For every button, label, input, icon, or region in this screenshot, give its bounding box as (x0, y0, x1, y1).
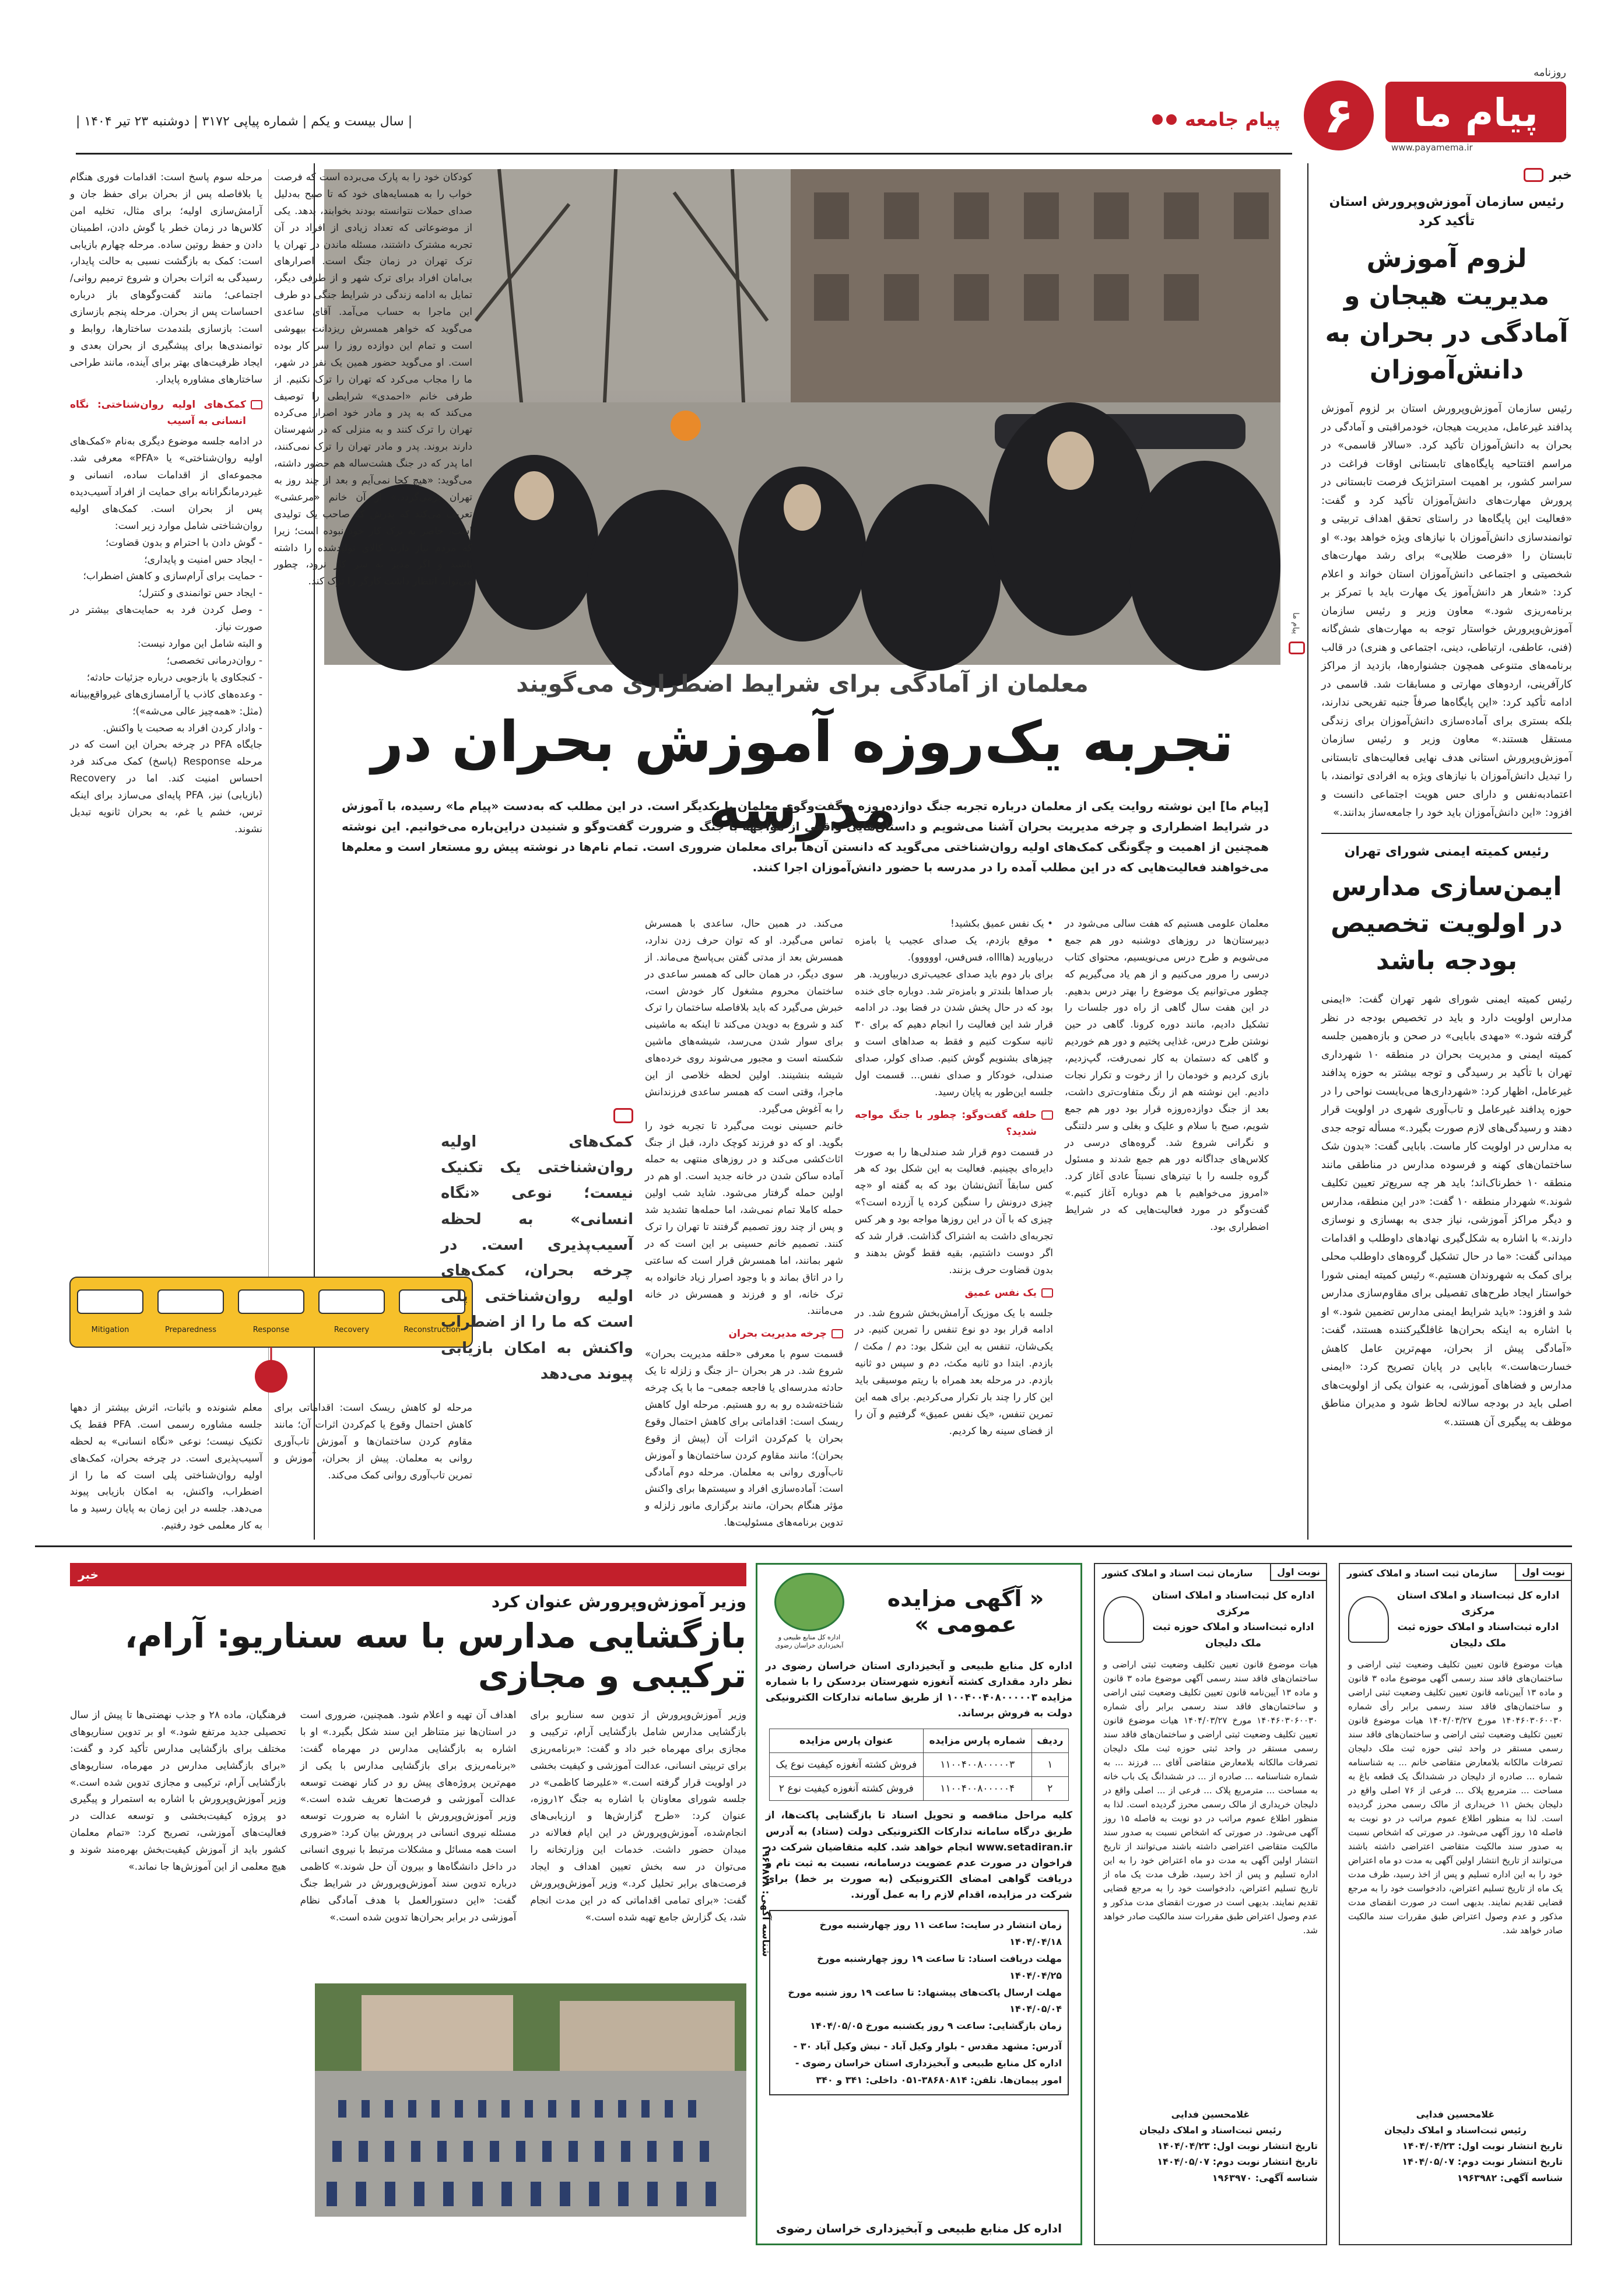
deed1-dept: اداره کل ثبت‌اسناد و املاک استان مرکزی (1397, 1590, 1560, 1618)
crisis-cycle-diagram (70, 1277, 472, 1394)
bottom-story (70, 1563, 746, 2245)
page-number: ۶ (1324, 87, 1354, 144)
deed1-date1: تاریخ انتشار نوبت اول: ۱۴۰۴/۰۴/۲۳ (1402, 2140, 1563, 2152)
deed1-notice-id: شناسه آگهی: ۱۹۶۳۹۸۲ (1457, 2172, 1563, 2183)
cycle-stage-label: Mitigation (91, 1326, 129, 1334)
table-row (770, 1777, 1069, 1801)
table-header: عنوان پارس مزایده (770, 1729, 924, 1753)
pull-quote (441, 1108, 633, 1387)
story2-title: ایمن‌سازی مدارس در اولویت تخصیص بودجه باشد (1331, 871, 1563, 976)
pull-quote-text: کمک‌های اولیه روان‌شناختی یک تکنیک نیست؛ نوعی «نگاه انسانی» به لحظه آسیب‌پذیری است. در چرخه بحران، کمک‌های اولیه روان‌شناختی پلی است که ما را از اضطراب واکنش به امکان بازیابی پیوند می‌دهد (441, 1133, 633, 1383)
table-cell: ۱۱۰۰۴۰۰۸۰۰۰۰۰۳ (923, 1753, 1031, 1777)
table-cell: ۲ (1031, 1777, 1068, 1801)
story2-kicker: رئیس کمیته ایمنی شورای تهران (1344, 844, 1549, 859)
sidebar-story-2 (1321, 844, 1572, 1431)
auction-date: مهلت ارسال پاکت‌های پیشنهاد: تا ساعت ۱۹ روز شنبه مورخ ۱۴۰۴/۰۵/۰۴ (788, 1986, 1062, 2015)
logo-mark (1385, 82, 1566, 152)
subhead-icon (831, 1329, 843, 1338)
sidebar-rule (1307, 163, 1308, 1540)
col3-head: چرخه مدیریت بحران (728, 1328, 827, 1340)
deed2-badge: نوبت اول (1270, 1564, 1326, 1581)
news-label: خبر (1549, 167, 1572, 183)
cycle-stage-box (319, 1290, 384, 1313)
table-row (770, 1753, 1069, 1777)
col5-c-text: معلم شنونده و باثبات، اثرش بیشتر از دهها جلسه مشاوره رسمی است. PFA فقط یک تکنیک نیست؛ نوعی «نگاه انسانی» به لحظه آسیب‌پذیری است. در چرخه بحران، کمک‌های اولیه روان‌شناختی پلی است که ما را از اضطراب، واکنش، به امکان بازیابی پیوند می‌دهد. جلسه در این زمان به پایان رسید و ما به کار معلمی خود رفتیم. (70, 1402, 262, 1532)
col1-text: معلمان علومی هستیم که هفت سالی می‌شود در دبیرستان‌ها در روزهای دوشنبه دور هم جمع می‌شویم و طرح درس می‌نویسیم، محتوای کتاب درسی را مرور می‌کنیم و از هم یاد می‌گیریم که چطور می‌توانیم یک موضوع را بهتر درس بدهیم. در این هفت سال گاهی از راه دور جلسات را تشکیل دادیم، مانند دوره کرونا. گاهی در حین نوشتن طرح درس، غذایی پختیم و دور هم خوردیم و گاهی که دستمان به کار نمی‌رفت، گپ‌زدیم، بازی کردیم و خودمان را از رخوت و تکرار نجات دادیم. این نوشته هم از رنگ متفاوت‌تری داشت، بعد از جنگ دوازده‌روزه قرار بود دور هم جمع شویم، صبح با سلام و علیک و بغلی و سر دلتنگی و نگرانی شروع شد. گروه‌های درسی در کلاس‌های جداگانه دور هم جمع شدند و مسئول گروه جلسه را با تیترهای نسبتاً عادی آغاز کرد. «امروز می‌خواهیم با هم دوباره آغاز کنیم.» گفت‌وگو در مورد فعالیت‌هایی که در شرایط اضطراری بود. (1065, 918, 1269, 1233)
emblem-caption: اداره کل منابع طبیعی و آبخیزداری خراسان رضوی (775, 1634, 844, 1650)
auction-date: مهلت دریافت اسناد: تا ساعت ۱۹ روز چهارشنبه مورخ ۱۴۰۴/۰۴/۲۵ (817, 1953, 1062, 1981)
deed1-date2: تاریخ انتشار نوبت دوم: ۱۴۰۴/۰۵/۰۷ (1402, 2156, 1563, 2168)
table-cell: فروش کشته آنغوزه کیفیت نوع ۲ (770, 1777, 924, 1801)
story1-kicker: رئیس سازمان آموزش‌وپرورش استان‌ تأکید کرد (1329, 195, 1564, 229)
main-title: تجربه یک‌روزه آموزش بحران در مدرسه (371, 709, 1234, 842)
deed2-org: سازمان ثبت اسناد و املاک کشور (1102, 1568, 1253, 1579)
section-label (1152, 108, 1280, 131)
cycle-stage-label: Recovery (334, 1326, 370, 1334)
bottom-news-label: خبر (78, 1568, 99, 1582)
table-header-row (770, 1729, 1069, 1753)
col3-b-text: قسمت سوم با معرفی «حلقه مدیریت بحران» شروع شد. در هر بحران –از جنگ و زلزله تا یک حادثه مدرسه‌ای یا فاجعه جمعی– ما با یک چرخه شناخته‌شده رو به رو هستیم. مرحله اول کاهش ریسک است: اقداماتی برای کاهش احتمال وقوع بحران یا کم‌کردن اثرات آن (پیش از وقوع بحران)؛ مانند مقاوم کردن ساختمان‌ها و آموزش تاب‌آوری روانی به معلمان. مرحله دوم آمادگی است: آماده‌سازی افراد و سیستم‌ها برای واکنش مؤثر هنگام بحران، مانند برگزاری مانور زلزله و تدوین برنامه‌های مسئولیت‌ها. (645, 1348, 843, 1529)
deed2-date1: تاریخ انتشار نوبت اول: ۱۴۰۴/۰۴/۲۳ (1157, 2140, 1318, 2152)
site-url[interactable]: www.payamema.ir (1391, 142, 1473, 153)
section-arrows (1152, 114, 1177, 125)
cycle-stage-box (158, 1290, 223, 1313)
table-cell: فروش کشته آنغوزه کیفیت نوع یک (770, 1753, 924, 1777)
sidebar-news-label (1321, 163, 1572, 187)
deed1-signer: غلامحسین فدایی (1416, 2108, 1495, 2120)
col5-text: مرحله سوم پاسخ است: اقدامات فوری هنگام یا بلافاصله پس از بحران برای حفظ جان و آرامش‌سازی اولیه؛ برای مثال، تخلیه امن کلاس‌ها در زمان خطر یا گوش دادن، اطمینان دادن و حفظ روتین ساده. مرحله چهارم بازیابی است: کمک به بازگشت نسبی به حالت پایدار، رسیدگی به اثرات بحران و شروع ترمیم روانی/اجتماعی؛ مانند گفت‌وگوهای باز درباره احساسات پس از بحران. مرحله پنجم بازسازی است: بازسازی بلندمدت ساختارها، روابط و توانمندی‌ها برای پیشگیری از بحران بعدی و ایجاد ظرفیت‌های بهتر برای آینده، مانند طراحی ساختارهای مشاوره پایدار. (70, 171, 262, 385)
bottom-news-tab (70, 1563, 746, 1586)
cycle-stage-box (78, 1290, 143, 1313)
section-name: پیام جامعه (1184, 108, 1280, 131)
col4-text: کودکان خود را به پارک می‌برده است که فرصت خواب را به همسایه‌های خود که تا صبح به‌دلیل صدای حملات نتوانسته بودند بخوابند، بدهد. یکی از موضوعاتی که تعداد زیادی از افراد در آن تجربه مشترک داشتند، مسئله ماندن در تهران یا ترک تهران در زمان جنگ است. اصرارهای بی‌امان افراد برای ترک شهر و از طرفی دیگر، تمایل به ادامه زندگی در شرایط جنگی دو طرف این ماجرا به حساب می‌آمد. آقای ساعدی می‌گوید که خواهر همسرش ریزدانت بیهوشی است و تمام این دوازده روز را سر کار بوده است. او می‌گوید حضور همین یک نفر در شهر، ما را مجاب می‌کرد که تهران را ترک نکنیم. از طرفی خانم «احمدی» شرایطی را توصیف می‌کند که به پدر و مادر خود اصرار می‌کرده تهران را ترک کنند و به منزلی که در شهرستان دارند بروند. پدر و مادر تهران را ترک نمی‌کنند، اما پدر که در جنگ هشت‌ساله هم حضور داشته، می‌گوید: «هیچ کجا نمی‌آیم و بعد از چند روز به تهران برمی‌گردد.» از آن خانم «مرعشی» تعریف می‌کند که پدرش که صاحب یک تولیدی است، حاضر به ترک کار خود نبوده است؛ زیرا که مردم نیاز دارند کالای تولیدشده را داشته باشند و اگر مدیر به سر کار نرود، چطور می‌تواند انتظار داشت کارگر را ترک کند. (274, 171, 472, 588)
sidebar-divider (1321, 833, 1572, 834)
col2-b-text: در قسمت دوم قرار شد صندلی‌ها را به صورت دایره‌ای بچینیم. فعالیت به این شکل بود که هر کس سابقاً آتش‌نشان بود که به گفته او «چه چیزی درونش را سنگین کرده یا آزرده است؟» چیزی که با آن در این روزها مواجه بود و هر کس تجربه‌ای داشت به اشتراک گذاشت. قرار شد که اگر دوست داشتیم، بقیه فقط گوش بدهند و بدون قضاوت حرف بزنند. (855, 1146, 1053, 1276)
sidebar-story-1 (1321, 192, 1572, 822)
subhead-icon (1041, 1288, 1053, 1298)
col3-text: می‌کند. در همین حال، ساعدی با همسرش تماس می‌گیرد. او که توان حرف زدن ندارد، همسرش بعد از مدتی گفتن بی‌پاسخ می‌ماند. از سوی دیگر، در همان حالی که همسر ساعدی در ساختمان محروم مشغول کار خودش است، خبرش می‌گیرد که باید بلافاصله ساختمان را ترک کند و شروع به دویدن می‌کند تا اینکه به ماشینی برای سوار شدن می‌رسد، شیشه‌های ماشین شکسته است و مجبور می‌شوند روی خرده‌های شیشه بنشینند. اولین لحظه خلاصی از این ماجرا، وقتی است که همسر ساعدی فرزندانش را به آغوش می‌گیرد. خانم حسینی نوبت می‌گیرد تا تجربه خود را بگوید. او که دو فرزند کوچک دارد، قبل از جنگ اثاث‌کشی می‌کند و در روزهای منتهی به حمله آماده ساکن شدن در خانه جدید است. او هم در اولین حمله گرفتار می‌شود. شاید شب اولین حمله کاملا تمام نمی‌شد، اما حمله‌ها تشدید شد و پس از چند روز تصمیم گرفتند تا تهران را ترک کنند. تصمیم خانم حسینی بر این است که در شهر بمانند، اما همسرش قرار است که ساعتی را در اتاق بماند و با وجود اصرار زیاد خانواده به ترک خانه، او و فرزند و همسرش در خانه می‌مانند. (645, 918, 843, 1317)
col5-b-text: در ادامه جلسه موضوع دیگری به‌نام «کمک‌های اولیه روان‌شناختی» یا «PFA» معرفی شد. مجموعه‌ای از اقدامات ساده، انسانی و غیردرمانگرانانه برای حمایت از افراد آسیب‌دیده پس از بحران است. کمک‌های اولیه روان‌شناختی شامل موارد زیر است: - گوش دادن با احترام و بدون قضاوت؛ - ایجاد حس امنیت و پایداری؛ - حمایت برای آرام‌سازی و کاهش اضطراب؛ - ایجاد حس توانمندی و کنترل؛ - وصل کردن فرد به حمایت‌های بیشتر در صورت نیاز. و البته شامل این موارد نیست: - روان‌درمانی تخصصی؛ - کنجکاوی یا بازجویی درباره جزئیات حادثه؛ - وعده‌های کاذب یا آرامسازی‌های غیرواقع‌بینانه (مثل: «همه‌چیز عالی می‌شه»)؛ - وادار کردن افراد به صحبت یا واکنش. جایگاه PFA در چرخه بحران این است که در مرحله Response (پاسخ) کمک می‌کند فرد احساس امنیت کند. اما در Recovery (بازیابی) نیز، PFA پایه‌ای می‌سازد برای اینکه ترس، خشم یا غم، به بحران ثانویه تبدیل نشوند. (70, 436, 263, 835)
bottom-photo (315, 1983, 746, 2217)
cycle-stage-box (238, 1290, 304, 1313)
auction-side-id: شناسه آگهی: ۱۹۶۴۸۷۸ (760, 1845, 771, 1957)
deed1-badge: نوبت اول (1515, 1564, 1571, 1581)
col2-head1: حلقه گفت‌وگو: چطور با جنگ مواجه شدید؟ (855, 1109, 1037, 1138)
deed-ad-2 (1094, 1563, 1327, 2245)
deed2-office: اداره ثبت‌اسناد و املاک حوزه ثبت ملک دلیجان (1152, 1621, 1314, 1649)
photo-credit-icon (1289, 642, 1305, 654)
column-left-top (70, 169, 262, 1271)
subhead-icon (251, 400, 262, 409)
auction-ad (756, 1563, 1082, 2245)
table-header: ردیف (1031, 1729, 1068, 1753)
auction-address: آدرس: مشهد مقدس - بلوار وکیل آباد - نبش وکیل آباد ۳۰ - اداره کل منابع طبیعی و آبخیزداری استان خراسان رضوی - امور پیمان‌ها. تلفن: ۳۸۶۸۰۸۱۴-۰۵۱ داخلی: ۳۴۱ و ۳۴۰ (793, 2041, 1062, 2085)
bottom-divider (35, 1545, 1572, 1547)
deed1-body: هیات موضوع قانون تعیین تکلیف وضعیت ثبتی اراضی و ساختمان‌های فاقد سند رسمی آگهی موضوع ماده ۳ قانون و ماده ۱۳ آیین‌نامه قانون تعیین تکلیف وضعیت ثبتی اراضی و ساختمان‌های فاقد سند رسمی برابر رأی شماره ۱۴۰۴۶۰۳۰۶۰۰۳۰ مورخ ۱۴۰۴/۰۳/۲۷ هیات موضوع قانون تعیین تکلیف وضعیت ثبتی اراضی و ساختمان‌های فاقد سند رسمی مستقر در واحد ثبتی حوزه ثبت ملک دلیجان تصرفات مالکانه بلامعارض متقاضی خانم ... به شناسنامه شماره ... صادره از دلیجان در ششدانگ یک قطعه باغ به مساحت ... مترمربع پلاک ... فرعی از ۷۶ اصلی واقع در دلیجان بخش ۱۱ خریداری از مالک رسمی محرز گردیده است. لذا به منظور اطلاع عموم مراتب در دو نوبت به فاصله ۱۵ روز آگهی می‌شود. در صورتی که اشخاص نسبت به صدور سند مالکیت متقاضی اعتراضی داشته باشند می‌توانند از تاریخ انتشار اولین آگهی به مدت دو ماه اعتراض خود را به این اداره تسلیم و پس از اخذ رسید، ظرف مدت یک ماه از تاریخ تسلیم اعتراض، دادخواست خود را به مرجع قضایی تقدیم نمایند. بدیهی است در صورت انقضای مدت مذکور و عدم وصول اعتراض طبق مقررات سند مالکیت صادر خواهد شد. (1348, 1659, 1563, 1936)
auction-body: کلیه مراحل مناقصه و تحویل اسناد تا بازگشایی پاکت‌ها، از طریق درگاه سامانه تدارکات الکترونیکی دولت (ستاد) به آدرس www.setadiran.ir انجام خواهد شد. کلیه متقاضیان شرکت در فراخوان در صورت عدم عضویت درسامانه، نسبت به ثبت نام و دریافت گواهی امضای الکترونیکی (به صورت بر خط) برای شرکت در مزایده، اقدام لازم را به عمل آورند. (766, 1810, 1072, 1901)
judiciary-emblem-icon (1348, 1596, 1389, 1643)
judiciary-emblem-icon (1103, 1596, 1144, 1643)
table-cell: ۱۱۰۰۴۰۰۸۰۰۰۰۰۴ (923, 1777, 1031, 1801)
col2-c-text: جلسه با یک موزیک آرامش‌بخش شروع شد. در ادامه قرار بود دو نوع تنفس را تمرین کنیم. در یکی‌شان، تنفس به این شکل بود: دم / مکث / بازدم. ابتدا دو ثانیه مکث، دم و سپس دو ثانیه بازدم. در مرحله بعد همراه با ریتم موسیقی باید این کار را چند بار تکرار می‌کردیم. برای همه این تمرین تنفس، «یک نفس عمیق» گرفتیم و آن را از فضای سینه رها کردیم. (855, 1307, 1053, 1437)
bottom-kicker: وزیر آموزش‌وپرورش عنوان کرد (491, 1592, 746, 1611)
auction-table (769, 1729, 1069, 1801)
auction-footer: اداره کل منابع طبیعی و آبخیزداری خراسان رضوی (776, 2221, 1062, 2235)
column-2 (855, 916, 1053, 1528)
col2-head2-wrap (855, 1285, 1053, 1302)
col5-head1-wrap (70, 397, 262, 430)
cycle-stage-label: Preparedness (165, 1326, 216, 1334)
main-lead: [پیام ما] این نوشته روایت یکی از معلمان درباره تجربه جنگ دوازده‌روزه و گفت‌وگوی معلمان با یکدیگر است. در این مطلب که به‌دست «پیام ما» رسیده، با آموزش در شرایط اضطراری و چرخه مدیریت بحران آشنا می‌شویم و داستان‌هایی واقعی از مواجهه با جنگ و ضرورت گفت‌وگو و شنیدن درا‌ین‌باره می‌خوانیم. این نوشته همچنین از اهمیت و چگونگی کمک‌های اولیه روان‌شناختی می‌گوید که دانستن آن‌ها برای معلمان ضروری است. تمام نام‌ها در نوشته پیش رو مستعار است و معلم‌ها می‌خواهند فعالیت‌هایی که در این مطلب آمده را در مدرسه با حضور دانش‌آموزان اجرا کنند. (342, 799, 1269, 874)
table-cell: ۱ (1031, 1753, 1068, 1777)
cycle-stage-label: Response (252, 1326, 290, 1334)
col2-head2: یک نفس عمیق (964, 1287, 1037, 1299)
col4-b-text: مرحله لو کاهش ریسک است: اقداماتی برای کاهش احتمال وقوع یا کم‌کردن اثرات آن؛ مانند مقاوم کردن ساختمان‌ها و آموزش تاب‌آوری روانی به معلمان. پیش از بحران، آموزش و تمرین تاب‌آوری روانی کمک می‌کند. (274, 1402, 472, 1481)
bottom-title: بازگشایی مدارس با سه سناریو: آرام، ترکیبی و مجازی (124, 1616, 746, 1695)
issue-line: | سال بیست و یکم | شماره پیاپی ۳۱۷۲ | دوشنبه ۲۳ تیر ۱۴۰۴ | (76, 114, 413, 129)
auction-intro: اداره کل منابع طبیعی و آبخیزداری استان خراسان رضوی در نظر دارد مقداری کشته آنغوزه شهرستان بردسکن را با شماره مزایده ۱۰۰۴۰۰۴۰۸۰۰۰۰۰۳ از طریق سامانه تدارکات الکترونیکی دولت به فروش برساند. (766, 1660, 1072, 1720)
column-left-bottom-a (274, 1400, 472, 1534)
schoolyard-photo (315, 1983, 746, 2217)
col2-text: • یک نفس عمیق بکشید! • موقع بازدم، یک صدای عجیب یا بامزه دربیاورید (هااااه، فس‌فس، اووووو). برای بار دوم باید صدای عجیب‌تری دربیاورید. هر بار صداها بلندتر و بامزه‌تر شد. دوباره جای خنده بود که در حال پخش شدن در فضا بود. در ادامه قرار شد این فعالیت را انجام دهیم که برای ۳۰ ثانیه سکوت کنیم و فقط به صداهای است و چیزهای بشنویم گوش کنیم. صدای کولر، صدای صندلی، خودکار و صدای نفس... قسمت اول جلسه این‌طور به پایان رسید. (855, 918, 1053, 1098)
pull-quote-icon (613, 1108, 633, 1123)
sidebar (1321, 163, 1572, 1534)
deed2-signer: غلامحسین فدایی (1171, 2108, 1250, 2120)
col5-head1: کمک‌های اولیه روان‌شناختی: نگاه انسانی به آسیب (70, 398, 246, 427)
main-subtitle: معلمان از آمادگی برای شرایط اضطراری می‌گویند (516, 671, 1089, 697)
photo-credit: پیام ما (1291, 612, 1300, 635)
col3-head-wrap (645, 1326, 843, 1342)
deed1-signer-title: رئیس ثبت‌اسناد و املاک دلیجان (1384, 2124, 1527, 2136)
page-number-badge (1304, 80, 1374, 150)
logo-text: پیام ما (1413, 90, 1538, 135)
deed-ad-1 (1339, 1563, 1572, 2245)
cycle-stage-label: Reconstruction (403, 1326, 461, 1334)
deed2-notice-id: شناسه آگهی: ۱۹۶۳۹۷۰ (1212, 2172, 1318, 2183)
bottom-col-a: وزیر آموزش‌وپرورش از تدوین سه سناریو برای بازگشایی مدارس شامل بازگشایی آرام، ترکیبی و مجازی برای مهرماه خبر داد و گفت: «برنامه‌ریزی برای تربیتی انسانی، عدالت آموزشی و کیفیت بخشی در اولویت قرار گرفته است.» «علیرضا کاظمی» در جلسه شورای معاونان با اشاره به جنگ ۱۲روزه، عنوان کرد: «طرح گزارش‌ها و ارزیابی‌های انجام‌شده، آموزش‌وپرورش در این ایام فعالانه در میدان حضور داشت. خدمات این وزارتخانه را می‌توان در سه بخش تعیین اهداف و ایجاد فرصت‌های برابر تحلیل کرد.» وزیر آموزش‌وپرورش گفت: «برای تمامی اقداماتی که در این مدت انجام شد، یک گزارش جامع تهیه شده است.» (530, 1709, 746, 1923)
table-header: شماره پارس مزایده (923, 1729, 1031, 1753)
deed2-body: هیات موضوع قانون تعیین تکلیف وضعیت ثبتی اراضی و ساختمان‌های فاقد سند رسمی آگهی موضوع ماده ۳ قانون و ماده ۱۳ آیین‌نامه قانون تعیین تکلیف وضعیت ثبتی اراضی و ساختمان‌های فاقد سند رسمی برابر رأی شماره ۱۴۰۴۶۰۳۰۶۰۰۳۰ مورخ ۱۴۰۴/۰۳/۲۷ هیات موضوع قانون تعیین تکلیف وضعیت ثبتی اراضی و ساختمان‌های فاقد سند رسمی مستقر در واحد ثبتی حوزه ثبت ملک دلیجان تصرفات مالکانه بلامعارض متقاضی آقای ... فرزند ... به شماره شناسنامه ... صادره از ... در ششدانگ یک باب خانه به مساحت ... مترمربع پلاک ... فرعی از ... اصلی واقع در دلیجان خریداری از مالک رسمی محرز گردیده است. لذا به منظور اطلاع عموم مراتب در دو نوبت به فاصله ۱۵ روز آگهی می‌شود. در صورتی که اشخاص نسبت به صدور سند مالکیت متقاضی اعتراضی داشته باشند می‌توانند از تاریخ انتشار اولین آگهی به مدت دو ماه اعتراض خود را به این اداره تسلیم و پس از اخذ رسید، ظرف مدت یک ماه از تاریخ تسلیم اعتراض، دادخواست خود را به مرجع قضایی تقدیم نمایند. بدیهی است در صورت انقضای مدت مذکور و عدم وصول اعتراض طبق مقررات سند مالکیت صادر خواهد شد. (1103, 1659, 1318, 1936)
story2-body: رئیس کمیته ایمنی شورای شهر تهران گفت: «ایمنی مدارس اولویت دارد و باید در تخصیص بودجه در نظر گرفته شود.» «مهدی بابایی» در صحن و بازه‌همین جلسه کمیته ایمنی و مدیریت بحران در منطقه ۱۰ شهرداری تهران با تأکید بر رسیدگی و توجه بیشتر به حوزه پدافند غیرعامل، اظهار کرد: «شهرداری‌ها می‌بایست نواحی را در حوزه پدافند غیرعامل و تاب‌آوری شهری در اولویت قرار دهند و رسیدگی‌های لازم صورت بگیرد.» مسأله توجه جدی به مدارس در اولویت کار ماست. بابایی گفت: «بدون شک ساختمان‌های کهنه و فرسوده مدارس در مناطقی مانند منطقه ۱۰ خطرناک‌اند؛ باید هر چه سریع‌تر تعیین تکلیف شوند.» شهردار منطقه ۱۰ گفت: «در این منطقه، مدارس و دیگر مراکز آموزشی، نیاز جدی به بهسازی و نوسازی دارند.» با اشاره به شکل‌گیری نهادهای داوطلب و اقدامات میدانی گفت: «ما در حال تشکیل گروه‌های داوطلب محلی برای کمک به شهروندان هستیم.» رئیس کمیته ایمنی شورا خواستار ایجاد طرح‌های تفصیلی برای مقاوم‌سازی مدارس شد و افزود: «باید شرایط ایمنی مدارس تضمین شود.» او با اشاره به اینکه بحران‌ها غافلگیرکننده هستند، گفت: «آمادگی پیش از بحران، مهم‌ترین عامل کاهش خسارت‌هاست.» بابایی در پایان تصریح کرد: «ایمنی مدارس و فضاهای آموزشی، به عنوان یکی از اولویت‌های اصلی باید در بودجه سالانه لحاظ شود و مدیران مناطق موظف به پیگیری آن هستند.» (1321, 993, 1572, 1428)
bottom-col-c: فرهنگیان، ماده ۲۸ و جذب نهضتی‌ها تا پیش از سال تحصیلی جدید مرتفع شود.» او بر تدوین سناریوهای مختلف برای بازگشایی مدارس تأکید کرد و گفت: «برای بازگشایی مدارس در مهرماه، سناریوهای بازگشایی آرام، ترکیبی و مجازی تدوین شده است.» وزیر آموزش‌وپرورش با اشاره به استمرار و پیگیری دو پروژه کیفیت‌بخشی و توسعه عدالت در فعالیت‌های آموزشی، تصریح کرد: «تمام معلمان کشور باید از آموزش کیفیت‌بخش بهره‌مند شوند و هیچ معلمی از این آموزش‌ها جا نماند.» (69, 1709, 286, 1873)
subhead-icon (1041, 1110, 1053, 1120)
deed2-date2: تاریخ انتشار نوبت دوم: ۱۴۰۴/۰۵/۰۷ (1157, 2156, 1318, 2168)
auction-title: « آگهی مزایده عمومی » (887, 1586, 1044, 1638)
deed2-dept: اداره کل ثبت‌اسناد و املاک استان مرکزی (1152, 1590, 1315, 1618)
bottom-col-b: اهداف آن تهیه و اعلام شود. همچنین، ضروری است در استان‌ها نیز متناظر این سند شکل بگیرد.» او با اشاره به بازگشایی مدارس در مهرماه گفت: «برنامه‌ریزی برای بازگشایی مدارس با یکی از مهم‌ترین پروژه‌های پیش رو در کنار نهضت توسعه عدالت آموزشی و فرصت‌ها تعریف شده است.» وزیر آموزش‌وپرورش با اشاره به ضرورت توسعه مسئله نیروی انسانی در پرورش بیان کرد: «ضروری است همه مسائل و مشکلات مرتبط با نیروی انسانی در داخل دانشگاه‌ها و بیرون آن حل شوند.» کاظمی درباره تدوین سند آموزش‌وپرورش در شرایط جنگ گفت: «این دستورالعمل با هدف آمادگی نظام آموزشی در برابر بحران‌ها تدوین شده است.» (300, 1709, 517, 1923)
logo (1385, 66, 1566, 153)
column-3 (645, 916, 843, 1528)
logo-small: روزنامه (1534, 66, 1566, 79)
story1-body: رئیس سازمان آموزش‌وپرورش استان بر لزوم آموزش پدافند غیرعامل، مدیریت هیجان، خودمراقبتی و آمادگی در بحران به دانش‌آموزان تأکید کرد. «سالار قاسمی» در مراسم افتتاحیه پایگاه‌های تابستانی اوقات فراغت در سراسر کشور، بر اهمیت استراتژیک فرصت تابستانی در پرورش مهارت‌های دانش‌آموزان تأکید کرد و گفت: «فعالیت این پایگاه‌ها در راستای تحقق اهداف تربیتی و توانمندسازی دانش‌آموزان با نیازهای ویژه خواهد بود.» او تابستان را «فرصت طلایی» برای رشد مهارت‌های شخصیتی و اجتماعی دانش‌آموزان استان خواند و اعلام کرد: «شعار هر دانش‌آموز یک مهارت باید با تمرکز بر برنامه‌ریزی شود.» معاون وزیر و رئیس سازمان آموزش‌وپرورش خواستار توجه به مهارت‌های شش‌گانه (فنی، عاطفی، ارتباطی، دینی، اجتماعی و هنری) در قالب برنامه‌های متنوعی همچون جشنواره‌ها، بازدید از مراکز کارآفرینی، اردوهای مهارتی و مسابقات شد. قاسمی در ادامه تأکید کرد: «این پایگاه‌ها صرفاً جنبه تفریحی ندارند، بلکه بستری برای آماده‌سازی دانش‌آموزان برای زندگی مستقل هستند.» معاون وزیر و رئیس سازمان آموزش‌وپرورش استانی هدف نهایی فعالیت‌های تابستانی را تبدیل دانش‌آموزان با نیازهای ویژه به افرادی توانمند، با اعتمادبه‌نفس و دارای حس هویت اجتماعی دانست و افزود: «این دانش‌آموزان باید خود را جامعه‌ساز بدانند.» (1321, 402, 1572, 819)
column-left-bottom-b (70, 1400, 262, 1534)
story1-title: لزوم آموزش مدیریت هیجان و آمادگی در بحران به دانش‌آموزان (1325, 244, 1569, 385)
deed2-signer-title: رئیس ثبت‌اسناد و املاک دلیجان (1139, 2124, 1282, 2136)
column-left-2 (274, 169, 472, 1271)
auction-date: زمان بازگشایی: ساعت ۹ روز یکشنبه مورخ ۱۴۰۴/۰۵/۰۵ (810, 2020, 1062, 2032)
masthead-rule (76, 153, 1292, 155)
col2-head1-wrap (855, 1107, 1053, 1141)
natural-resources-emblem-icon (774, 1573, 844, 1631)
auction-dates (769, 1910, 1069, 2095)
column-1 (1065, 916, 1269, 1528)
auction-date: زمان انتشار در سایت: ساعت ۱۱ روز چهارشنبه مورخ ۱۴۰۴/۰۴/۱۸ (819, 1919, 1062, 1948)
news-icon (1524, 168, 1543, 182)
deed1-office: اداره ثبت‌اسناد و املاک حوزه ثبت ملک دلیجان (1397, 1621, 1559, 1649)
deed1-org: سازمان ثبت اسناد و املاک کشور (1347, 1568, 1498, 1579)
